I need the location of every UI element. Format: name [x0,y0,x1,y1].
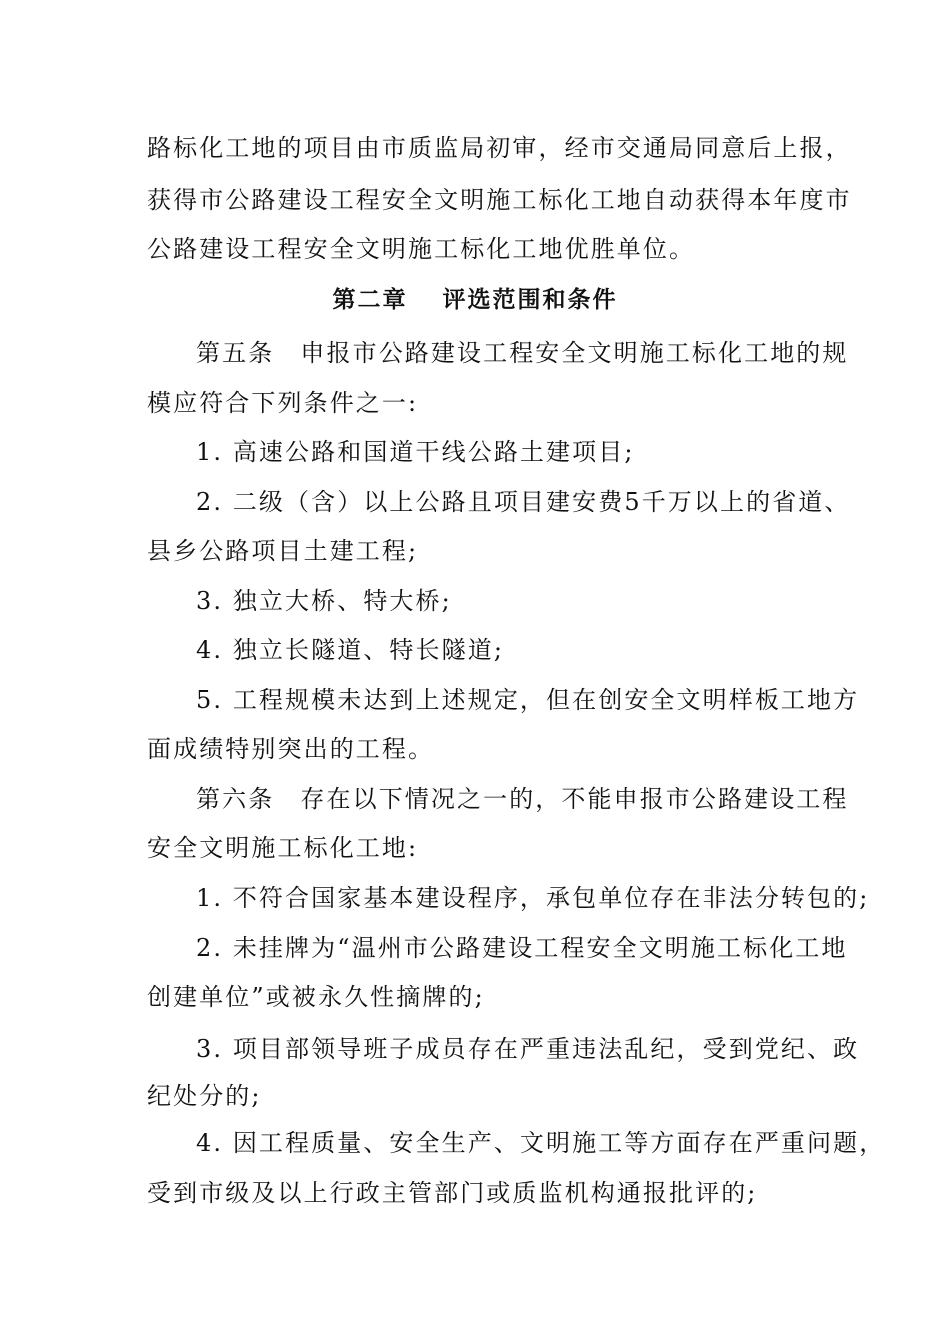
article-5-item-2-line-1: 2. 二级（含）以上公路且项目建安费5千万以上的省道、 [196,488,851,516]
article-6-item-4-line-2: 受到市级及以上行政主管部门或质监机构通报批评的; [147,1179,758,1207]
article-6-item-4-line-1: 4. 因工程质量、安全生产、文明施工等方面存在严重问题， [196,1129,886,1157]
text-line-3: 公路建设工程安全文明施工标化工地优胜单位。 [147,235,696,263]
article-6-item-3-line-2: 纪处分的; [147,1082,262,1110]
article-5-item-2-line-2: 县乡公路项目土建工程; [147,537,419,565]
article-5-item-3: 3. 独立大桥、特大桥; [196,587,452,615]
article-6-item-2-line-1: 2. 未挂牌为“温州市公路建设工程安全文明施工标化工地 [196,934,848,962]
article-5-item-1: 1. 高速公路和国道干线公路土建项目; [196,438,635,466]
article-6-line-2: 安全文明施工标化工地: [147,834,419,862]
text-line-2: 获得市公路建设工程安全文明施工标化工地自动获得本年度市 [147,186,852,214]
article-5-line-1: 第五条 申报市公路建设工程安全文明施工标化工地的规 [196,339,849,367]
article-5-item-4: 4. 独立长隧道、特长隧道; [196,636,505,664]
chapter-heading: 第二章 评选范围和条件 [332,287,618,313]
article-5-line-2: 模应符合下列条件之一: [147,389,419,417]
article-5-item-5-line-1: 5. 工程规模未达到上述规定，但在创安全文明样板工地方 [196,686,860,714]
article-5-item-5-line-2: 面成绩特别突出的工程。 [147,735,435,763]
article-6-item-1: 1. 不符合国家基本建设程序，承包单位存在非法分转包的; [196,884,870,912]
article-6-line-1: 第六条 存在以下情况之一的，不能申报市公路建设工程 [196,785,849,813]
article-6-item-2-line-2: 创建单位”或被永久性摘牌的; [147,983,485,1011]
text-line-1: 路标化工地的项目由市质监局初审，经市交通局同意后上报， [147,134,852,162]
article-6-item-3-line-1: 3. 项目部领导班子成员存在严重违法乱纪，受到党纪、政 [196,1035,860,1063]
